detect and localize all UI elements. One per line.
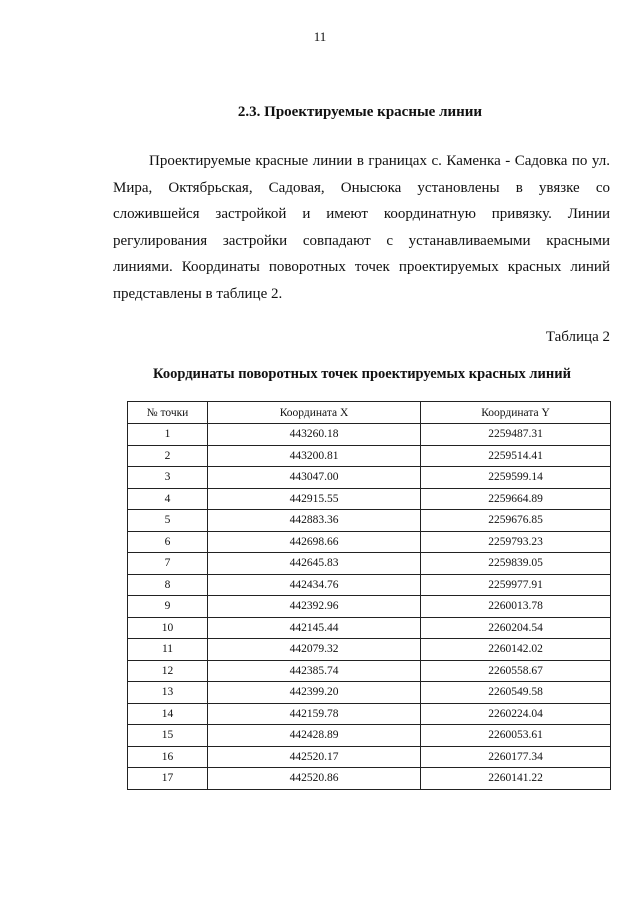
table-row [128, 596, 611, 618]
cell-coordinate-y: 2260224.04 [421, 703, 611, 725]
cell-coordinate-x: 443047.00 [208, 467, 421, 489]
cell-coordinate-y: 2259676.85 [421, 510, 611, 532]
cell-point-number: 11 [128, 639, 208, 661]
cell-coordinate-y: 2260141.22 [421, 768, 611, 790]
cell-point-number: 7 [128, 553, 208, 575]
cell-coordinate-y: 2259599.14 [421, 467, 611, 489]
cell-coordinate-x: 442434.76 [208, 574, 421, 596]
cell-point-number: 16 [128, 746, 208, 768]
table-title: Координаты поворотных точек проектируемых красных линий [153, 366, 571, 382]
cell-coordinate-y: 2259487.31 [421, 424, 611, 446]
cell-point-number: 2 [128, 445, 208, 467]
table-row [128, 768, 611, 790]
cell-point-number: 3 [128, 467, 208, 489]
cell-point-number: 17 [128, 768, 208, 790]
header-coordinate-x: Координата X [208, 402, 421, 424]
cell-coordinate-y: 2260204.54 [421, 617, 611, 639]
cell-point-number: 12 [128, 660, 208, 682]
cell-coordinate-x: 442079.32 [208, 639, 421, 661]
cell-point-number: 13 [128, 682, 208, 704]
body-paragraph: Проектируемые красные линии в границах с. Каменка - Садовка по ул. Мира, Октябрьская, Садовая, Онысюка установлены в увязке со сложившейся застройкой и имеют координатную привязку. Линии регулирования застройки совпадают с устанавливаемыми красными линиями. Координаты поворотных точек проектируемых красных линий представлены в таблице 2. [113, 153, 610, 302]
cell-point-number: 5 [128, 510, 208, 532]
table-row [128, 703, 611, 725]
table-row [128, 639, 611, 661]
cell-coordinate-y: 2259839.05 [421, 553, 611, 575]
cell-coordinate-x: 442385.74 [208, 660, 421, 682]
cell-point-number: 15 [128, 725, 208, 747]
cell-coordinate-y: 2260558.67 [421, 660, 611, 682]
table-row [128, 746, 611, 768]
cell-coordinate-x: 443200.81 [208, 445, 421, 467]
table-row [128, 682, 611, 704]
table-row [128, 617, 611, 639]
cell-point-number: 4 [128, 488, 208, 510]
section-heading: 2.3. Проектируемые красные линии [237, 104, 483, 120]
table-row [128, 488, 611, 510]
cell-coordinate-y: 2260549.58 [421, 682, 611, 704]
cell-coordinate-x: 442883.36 [208, 510, 421, 532]
table-row [128, 553, 611, 575]
cell-coordinate-y: 2259793.23 [421, 531, 611, 553]
cell-coordinate-x: 442392.96 [208, 596, 421, 618]
cell-coordinate-x: 442698.66 [208, 531, 421, 553]
header-point-number: № точки [128, 402, 208, 424]
table-caption: Таблица 2 [545, 329, 610, 345]
coordinates-table [127, 401, 611, 790]
table-header-row [128, 402, 611, 424]
table-row [128, 660, 611, 682]
cell-coordinate-y: 2260013.78 [421, 596, 611, 618]
cell-coordinate-y: 2260177.34 [421, 746, 611, 768]
cell-coordinate-x: 442399.20 [208, 682, 421, 704]
table-row [128, 445, 611, 467]
cell-point-number: 1 [128, 424, 208, 446]
table-row [128, 574, 611, 596]
header-coordinate-y: Координата Y [421, 402, 611, 424]
cell-coordinate-x: 442428.89 [208, 725, 421, 747]
cell-coordinate-x: 442645.83 [208, 553, 421, 575]
cell-point-number: 9 [128, 596, 208, 618]
cell-coordinate-y: 2259664.89 [421, 488, 611, 510]
cell-coordinate-y: 2259977.91 [421, 574, 611, 596]
table-row [128, 510, 611, 532]
cell-coordinate-y: 2260053.61 [421, 725, 611, 747]
cell-point-number: 14 [128, 703, 208, 725]
cell-coordinate-y: 2259514.41 [421, 445, 611, 467]
cell-coordinate-x: 442520.86 [208, 768, 421, 790]
cell-coordinate-x: 442520.17 [208, 746, 421, 768]
table-row [128, 725, 611, 747]
cell-coordinate-x: 442915.55 [208, 488, 421, 510]
cell-coordinate-y: 2260142.02 [421, 639, 611, 661]
table-body [128, 424, 611, 790]
cell-point-number: 6 [128, 531, 208, 553]
page-number: 11 [313, 29, 327, 44]
table-row [128, 424, 611, 446]
cell-coordinate-x: 442145.44 [208, 617, 421, 639]
cell-coordinate-x: 443260.18 [208, 424, 421, 446]
cell-point-number: 10 [128, 617, 208, 639]
table-row [128, 531, 611, 553]
cell-point-number: 8 [128, 574, 208, 596]
cell-coordinate-x: 442159.78 [208, 703, 421, 725]
table-row [128, 467, 611, 489]
